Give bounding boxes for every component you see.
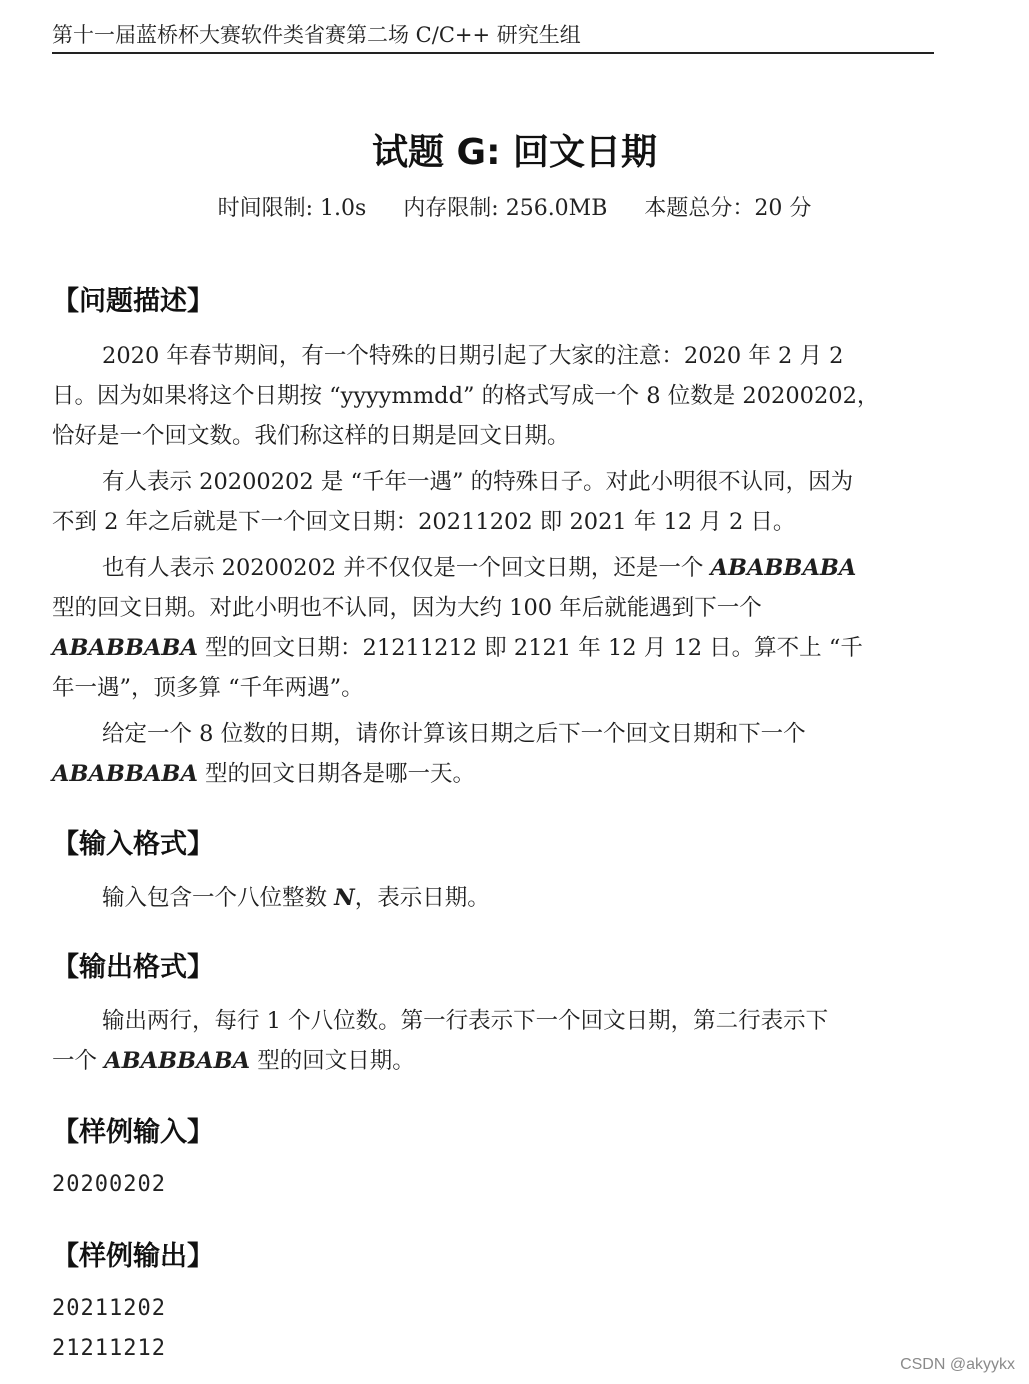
description-paragraph-1 bbox=[52, 336, 934, 456]
pattern-text: ABABBABA bbox=[52, 761, 198, 787]
input-format-paragraph bbox=[52, 878, 934, 918]
memory-limit: 内存限制: 256.0MB bbox=[403, 196, 608, 221]
input-format-text: ，表示日期。 bbox=[354, 885, 490, 911]
description-heading: 【问题描述】 bbox=[52, 286, 214, 317]
output-format-line bbox=[52, 1041, 934, 1081]
description-p1-line: 日。因为如果将这个日期按 “yyyymmdd” 的格式写成一个 8 位数是 20200202， bbox=[52, 383, 880, 409]
description-p3-line: 年一遇”，顶多算 “千年两遇”。 bbox=[52, 675, 364, 701]
sample-output-line-2: 21211212 bbox=[52, 1336, 166, 1361]
description-p3-line bbox=[52, 548, 934, 588]
description-paragraph-4 bbox=[52, 714, 934, 794]
pattern-text: ABABBABA bbox=[104, 1048, 251, 1074]
description-p2-line: 不到 2 年之后就是下一个回文日期：20211202 即 2021 年 12 月 2 日。 bbox=[52, 509, 796, 535]
sample-output-heading: 【样例输出】 bbox=[52, 1241, 214, 1272]
pattern-text: ABABBABA bbox=[710, 555, 857, 581]
description-p3-line bbox=[52, 628, 934, 668]
variable-n: N bbox=[334, 885, 355, 911]
running-header: 第十一届蓝桥杯大赛软件类省赛第二场 C/C++ 研究生组 bbox=[52, 20, 934, 54]
output-format-text: 型的回文日期。 bbox=[250, 1048, 415, 1074]
description-p2-line: 有人表示 20200202 是 “千年一遇” 的特殊日子。对此小明很不认同，因为 bbox=[102, 469, 854, 495]
output-format-line: 输出两行，每行 1 个八位数。第一行表示下一个回文日期，第二行表示下 bbox=[102, 1008, 829, 1034]
output-format-text: 一个 bbox=[52, 1048, 105, 1074]
description-p4-line bbox=[52, 754, 934, 794]
description-p1-line: 2020 年春节期间，有一个特殊的日期引起了大家的注意：2020 年 2 月 2 bbox=[102, 343, 844, 369]
input-format-text: 输入包含一个八位整数 bbox=[102, 885, 335, 911]
total-score: 本题总分：20 分 bbox=[644, 196, 812, 221]
description-p4-line: 给定一个 8 位数的日期，请你计算该日期之后下一个回文日期和下一个 bbox=[102, 721, 806, 747]
description-p3-text: 也有人表示 20200202 并不仅仅是一个回文日期，还是一个 bbox=[102, 555, 711, 581]
description-paragraph-3 bbox=[52, 548, 934, 708]
description-p3-line: 型的回文日期。对此小明也不认同，因为大约 100 年后就能遇到下一个 bbox=[52, 595, 762, 621]
sample-output-line-1: 20211202 bbox=[52, 1296, 166, 1321]
pattern-text: ABABBABA bbox=[52, 635, 198, 661]
output-format-paragraph bbox=[52, 1001, 934, 1081]
problem-title: 试题 G: 回文日期 bbox=[371, 132, 657, 173]
description-p4-text: 型的回文日期各是哪一天。 bbox=[197, 761, 476, 787]
description-p1-line: 恰好是一个回文数。我们称这样的日期是回文日期。 bbox=[52, 423, 570, 449]
time-limit: 时间限制: 1.0s bbox=[217, 196, 367, 221]
watermark-text: CSDN @akyykx bbox=[900, 1356, 1015, 1373]
input-format-line bbox=[52, 878, 934, 918]
description-paragraph-2 bbox=[52, 462, 934, 542]
description-p3-text: 型的回文日期：21211212 即 2121 年 12 月 12 日。算不上 “千 bbox=[197, 635, 863, 661]
input-format-heading: 【输入格式】 bbox=[52, 829, 214, 860]
sample-input-block: 20200202 bbox=[52, 1172, 166, 1197]
problem-limits bbox=[0, 193, 1029, 225]
output-format-heading: 【输出格式】 bbox=[52, 952, 214, 983]
sample-input-heading: 【样例输入】 bbox=[52, 1117, 214, 1148]
